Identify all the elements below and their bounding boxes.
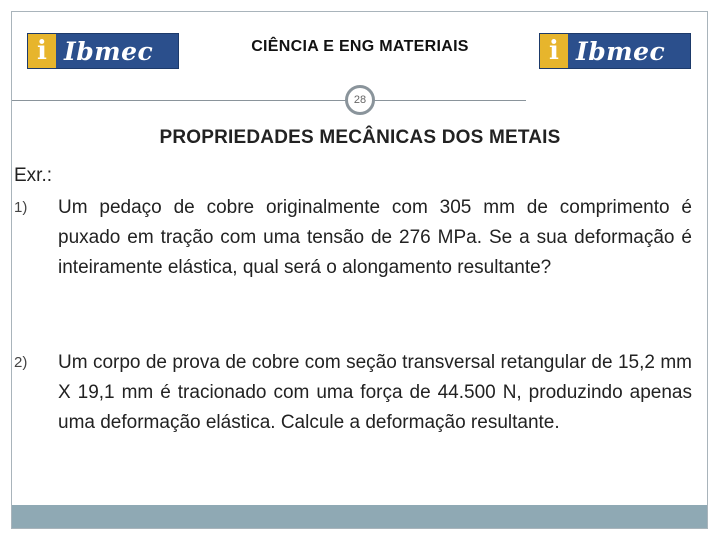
exercise-number: 2) bbox=[14, 354, 28, 371]
slide-heading: PROPRIEDADES MECÂNICAS DOS METAIS bbox=[159, 127, 561, 148]
logo-i-mark: i bbox=[28, 34, 56, 68]
course-title: CIÊNCIA E ENG MATERIAIS bbox=[251, 38, 469, 55]
exercise-number: 1) bbox=[14, 199, 28, 216]
exercise-item bbox=[14, 348, 692, 438]
exercise-text: Um corpo de prova de cobre com seção transversal retangular de 15,2 mm X 19,1 mm é tracionado com uma força de 44.500 N, produzindo apenas uma deformação elástica. Calcule a deformação resultante. bbox=[58, 352, 692, 433]
header-divider bbox=[12, 100, 526, 101]
ibmec-logo-left bbox=[27, 33, 179, 69]
exercise-label: Exr.: bbox=[14, 165, 53, 186]
logo-text: Ibmec bbox=[64, 36, 154, 66]
logo-i-mark: i bbox=[540, 34, 568, 68]
footer-bar bbox=[12, 505, 707, 528]
page-number-badge: 28 bbox=[345, 85, 375, 115]
logo-text: Ibmec bbox=[576, 36, 666, 66]
exercise-text: Um pedaço de cobre originalmente com 305 mm de comprimento é puxado em tração com uma tensão de 276 MPa. Se a sua deformação é inteiramente elástica, qual será o alongamento resultante? bbox=[58, 197, 692, 278]
ibmec-logo-right bbox=[539, 33, 691, 69]
exercise-item bbox=[14, 193, 692, 283]
